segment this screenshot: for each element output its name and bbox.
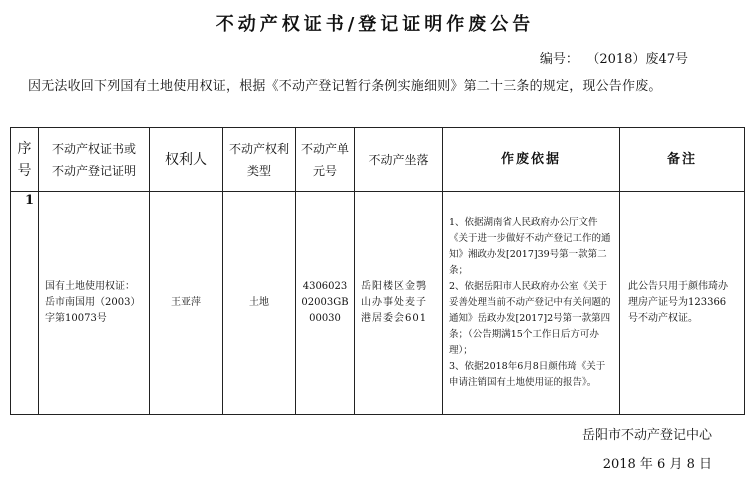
- basis-item-3: 3、依据2018年6月8日颜伟琦《关于申请注销国有土地使用证的报告》。: [449, 361, 606, 388]
- document-number-label: 编号：: [539, 52, 579, 67]
- header-holder: 权利人: [150, 128, 223, 192]
- header-note: 备注: [620, 128, 745, 192]
- document-number-value: （2018）废47号: [592, 52, 688, 67]
- row-location: 岳阳楼区金鹗山办事处麦子港居委会601: [355, 192, 443, 415]
- row-holder: 王亚萍: [150, 192, 223, 415]
- header-certificate: 不动产权证书或 不动产登记证明: [39, 128, 150, 192]
- table-row: [11, 192, 745, 415]
- announcement-intro: 因无法收回下列国有土地使用权证，根据《不动产登记暂行条例实施细则》第二十三条的规定，现公告作废。: [28, 79, 662, 94]
- header-right-type: 不动产权利 类型: [223, 128, 296, 192]
- row-note: 此公告只用于颜伟琦办理房产证号为123366号不动产权证。: [620, 192, 745, 415]
- issue-date: 2018 年 6 月 8 日: [602, 457, 712, 472]
- table-header-row: [11, 128, 745, 192]
- issuing-authority: 岳阳市不动产登记中心: [581, 428, 712, 443]
- header-location: 不动产坐落: [355, 128, 443, 192]
- row-right-type: 土地: [223, 192, 296, 415]
- header-basis: 作废依据: [443, 128, 620, 192]
- header-unit-no: 不动产单 元号: [296, 128, 355, 192]
- header-seq: 序 号: [11, 128, 39, 192]
- basis-item-1: 1、依据湖南省人民政府办公厅文件《关于进一步做好不动产登记工作的通知》湘政办发[2017]39号第一款第二条；: [449, 217, 611, 276]
- void-certificate-table: [10, 127, 745, 415]
- row-basis: [443, 192, 620, 415]
- row-seq: 1: [11, 192, 39, 415]
- page-title: 不动产权证书/登记证明作废公告: [215, 14, 535, 35]
- row-certificate: 国有土地使用权证：岳市南国用（2003）字第10073号: [39, 192, 150, 415]
- document-number: [540, 48, 688, 67]
- row-unit-no: 430602302003GB00030: [296, 192, 355, 415]
- basis-item-2: 2、依据岳阳市人民政府办公室《关于妥善处理当前不动产登记中有关问题的通知》岳政办发[2017]2号第一款第四条；（公告期满15个工作日后方可办理）；: [449, 281, 611, 356]
